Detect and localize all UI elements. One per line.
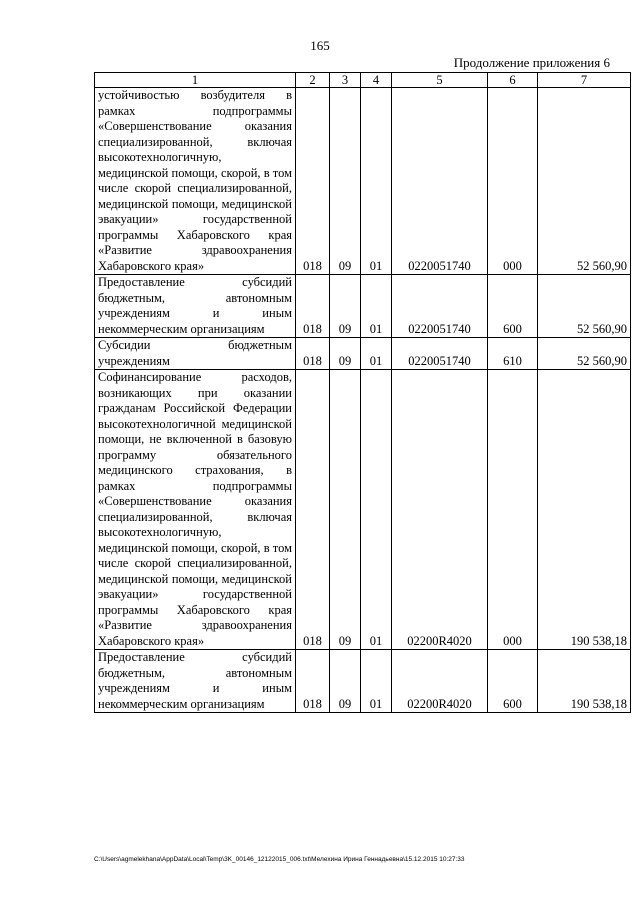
- cell-target: 02200R4020: [392, 370, 488, 650]
- budget-table: [94, 72, 631, 713]
- table-row: [95, 338, 631, 370]
- cell-subsection: 01: [361, 88, 392, 275]
- cell-target: 02200R4020: [392, 650, 488, 713]
- continuation-label: Продолжение приложения 6: [453, 55, 610, 70]
- cell-subsection: 01: [361, 650, 392, 713]
- row-description: Предоставление субсидий бюджетным, автономным учреждениям и иным некоммерческим организациям: [95, 650, 296, 713]
- column-header: 6: [488, 73, 538, 88]
- row-description: Софинансирование расходов, возникающих при оказании гражданам Российской Федерации высокотехнологичной медицинской помощи, не включенной в базовую программу обязательного медицинского страхования, в рамках подпрограммы «Совершенствование оказания специализированной, включая высокотехнологичную, медицинской помощи, скорой, в том числе скорой специализированной, медицинской помощи, медицинской эвакуации» государственной программы Хабаровского края «Развитие здравоохранения Хабаровского края»: [95, 370, 296, 650]
- cell-subsection: 01: [361, 275, 392, 338]
- cell-type: 000: [488, 370, 538, 650]
- column-header: 2: [296, 73, 330, 88]
- column-header: 1: [95, 73, 296, 88]
- cell-code: 018: [296, 370, 330, 650]
- cell-amount: 52 560,90: [538, 88, 631, 275]
- cell-code: 018: [296, 338, 330, 370]
- row-description: устойчивостью возбудителя в рамках подпрограммы «Совершенствование оказания специализированной, включая высокотехнологичную, медицинской помощи, скорой, в том числе скорой специализированной, медицинской помощи, медицинской эвакуации» государственной программы Хабаровского края «Развитие здравоохранения Хабаровского края»: [95, 88, 296, 275]
- cell-target: 0220051740: [392, 338, 488, 370]
- cell-type: 600: [488, 275, 538, 338]
- table-row: [95, 370, 631, 650]
- cell-section: 09: [330, 650, 361, 713]
- column-header: 4: [361, 73, 392, 88]
- table-row: [95, 650, 631, 713]
- cell-code: 018: [296, 88, 330, 275]
- column-header: 7: [538, 73, 631, 88]
- cell-subsection: 01: [361, 338, 392, 370]
- cell-amount: 190 538,18: [538, 370, 631, 650]
- table-row: [95, 275, 631, 338]
- cell-section: 09: [330, 88, 361, 275]
- row-description: Субсидии бюджетным учреждениям: [95, 338, 296, 370]
- cell-section: 09: [330, 275, 361, 338]
- cell-type: 600: [488, 650, 538, 713]
- cell-code: 018: [296, 275, 330, 338]
- cell-code: 018: [296, 650, 330, 713]
- cell-section: 09: [330, 338, 361, 370]
- column-header: 5: [392, 73, 488, 88]
- document-footer-path: C:\Users\agmelekhana\AppData\Local\Temp\3K_00146_12122015_006.txt\Мелехина Ирина Геннадьевна\15.12.2015 10:27:33: [94, 856, 465, 863]
- cell-subsection: 01: [361, 370, 392, 650]
- cell-type: 610: [488, 338, 538, 370]
- cell-type: 000: [488, 88, 538, 275]
- table-header-row: [95, 73, 631, 88]
- row-description: Предоставление субсидий бюджетным, автономным учреждениям и иным некоммерческим организациям: [95, 275, 296, 338]
- cell-amount: 52 560,90: [538, 275, 631, 338]
- cell-amount: 190 538,18: [538, 650, 631, 713]
- cell-target: 0220051740: [392, 275, 488, 338]
- page-number: 165: [310, 38, 330, 53]
- cell-target: 0220051740: [392, 88, 488, 275]
- cell-amount: 52 560,90: [538, 338, 631, 370]
- table-row: [95, 88, 631, 275]
- column-header: 3: [330, 73, 361, 88]
- cell-section: 09: [330, 370, 361, 650]
